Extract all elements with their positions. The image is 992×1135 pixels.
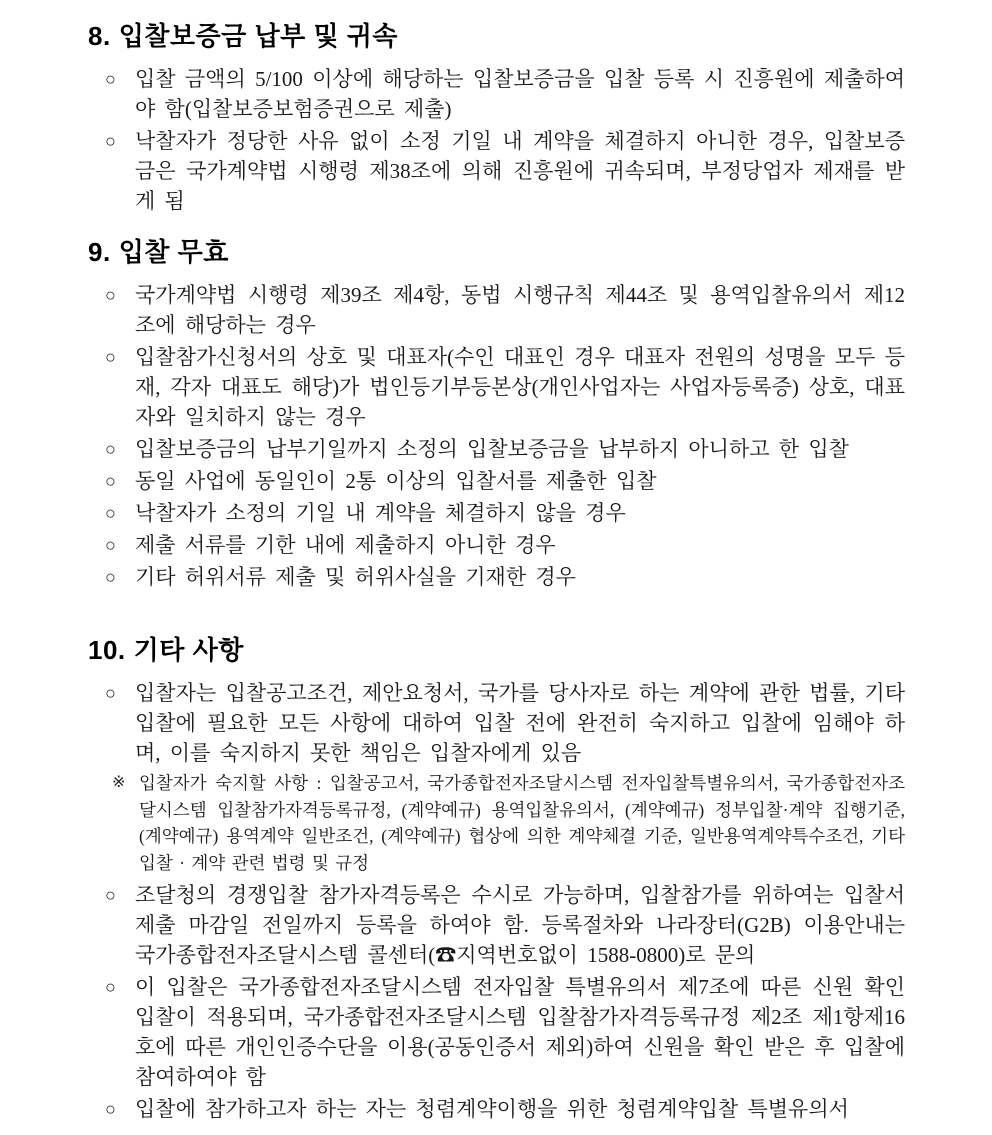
- list-item-text: 제출 서류를 기한 내에 제출하지 아니한 경우: [135, 533, 556, 557]
- list-item: [88, 498, 905, 528]
- list-item-text: 입찰보증금의 납부기일까지 소정의 입찰보증금을 납부하지 아니하고 한 입찰: [135, 437, 849, 461]
- bullet-marker: ○: [105, 1099, 116, 1119]
- section-heading: [88, 634, 905, 666]
- list-item: [88, 466, 905, 496]
- bullet-marker: ○: [105, 285, 116, 305]
- bullet-marker: ○: [105, 131, 116, 151]
- section-number: 10.: [88, 635, 126, 665]
- list-item-text: 동일 사업에 동일인이 2통 이상의 입찰서를 제출한 입찰: [135, 469, 657, 493]
- bullet-marker: ○: [105, 439, 116, 459]
- bullet-marker: ○: [105, 503, 116, 523]
- list-item: [88, 880, 905, 970]
- list-item-text: 입찰자는 입찰공고조건, 제안요청서, 국가를 당사자로 하는 계약에 관한 법률, 기타 입찰에 필요한 모든 사항에 대하여 입찰 전에 완전히 숙지하고 입찰에 임해야 하며, 이를 숙지하지 못한 책임은 입찰자에게 있음: [135, 681, 905, 765]
- section-misc: [88, 634, 905, 1124]
- list-item-text: 조달청의 경쟁입찰 참가자격등록은 수시로 가능하며, 입찰참가를 위하여는 입찰서 제출 마감일 전일까지 등록을 하여야 함. 등록절차와 나라장터(G2B) 이용안내는 국가종합전자조달시스템 콜센터(☎지역번호없이 1588-0800)로 문의: [135, 883, 905, 967]
- list-item: [88, 678, 905, 768]
- section-bid-bond: [88, 20, 905, 216]
- section-number: 9.: [88, 237, 111, 267]
- list-item: [88, 562, 905, 592]
- section-heading: [88, 236, 905, 268]
- list-item-text: 기타 허위서류 제출 및 허위사실을 기재한 경우: [135, 565, 576, 589]
- list-item: [88, 126, 905, 216]
- section-title: 입찰보증금 납부 및 귀속: [118, 21, 399, 51]
- list-item-text: 입찰참가신청서의 상호 및 대표자(수인 대표인 경우 대표자 전원의 성명을 모두 등재, 각자 대표도 해당)가 법인등기부등본상(개인사업자는 사업자등록증) 상호, 대표자와 일치하지 않는 경우: [135, 345, 905, 429]
- list-item: [88, 1094, 905, 1124]
- list-item-text: 입찰 금액의 5/100 이상에 해당하는 입찰보증금을 입찰 등록 시 진흥원에 제출하여야 함(입찰보증보험증권으로 제출): [135, 67, 905, 121]
- bullet-marker: ○: [105, 471, 116, 491]
- bullet-marker: ○: [105, 69, 116, 89]
- list-item-text: 낙찰자가 정당한 사유 없이 소정 기일 내 계약을 체결하지 아니한 경우, 입찰보증금은 국가계약법 시행령 제38조에 의해 진흥원에 귀속되며, 부정당업자 제재를 받게 됨: [135, 129, 905, 213]
- bullet-marker: ○: [105, 347, 116, 367]
- list-item: [88, 434, 905, 464]
- section-heading: [88, 20, 905, 52]
- note-item: [88, 770, 905, 876]
- bullet-marker: ○: [105, 683, 116, 703]
- list-item-text: 국가계약법 시행령 제39조 제4항, 동법 시행규칙 제44조 및 용역입찰유의서 제12조에 해당하는 경우: [135, 283, 905, 337]
- list-item: [88, 972, 905, 1092]
- list-item-text: 이 입찰은 국가종합전자조달시스템 전자입찰 특별유의서 제7조에 따른 신원 확인 입찰이 적용되며, 국가종합전자조달시스템 입찰참가자격등록규정 제2조 제1항제16호에 따른 개인인증수단을 이용(공동인증서 제외)하여 신원을 확인 받은 후 입찰에 참여하여야 함: [135, 975, 905, 1089]
- bullet-marker: ○: [105, 567, 116, 587]
- list-item-text: 낙찰자가 소정의 기일 내 계약을 체결하지 않을 경우: [135, 501, 626, 525]
- section-number: 8.: [88, 21, 111, 51]
- list-item: [88, 280, 905, 340]
- list-item-text: 입찰에 참가하고자 하는 자는 청렴계약이행을 위한 청렴계약입찰 특별유의서: [135, 1097, 849, 1121]
- list-item: [88, 342, 905, 432]
- section-title: 기타 사항: [133, 635, 244, 665]
- bullet-marker: ○: [105, 977, 116, 997]
- section-bid-invalidity: [88, 236, 905, 592]
- list-item: [88, 530, 905, 560]
- section-title: 입찰 무효: [118, 237, 229, 267]
- note-marker: ※: [112, 774, 126, 791]
- list-item: [88, 64, 905, 124]
- bullet-marker: ○: [105, 535, 116, 555]
- note-text: 입찰자가 숙지할 사항 : 입찰공고서, 국가종합전자조달시스템 전자입찰특별유의서, 국가종합전자조달시스템 입찰참가자격등록규정, (계약예규) 용역입찰유의서, (계약예규) 정부입찰·계약 집행기준, (계약예규) 용역계약 일반조건, (계약예규) 협상에 의한 계약체결 기준, 일반용역계약특수조건, 기타 입찰 · 계약 관련 법령 및 규정: [139, 773, 905, 873]
- bullet-marker: ○: [105, 885, 116, 905]
